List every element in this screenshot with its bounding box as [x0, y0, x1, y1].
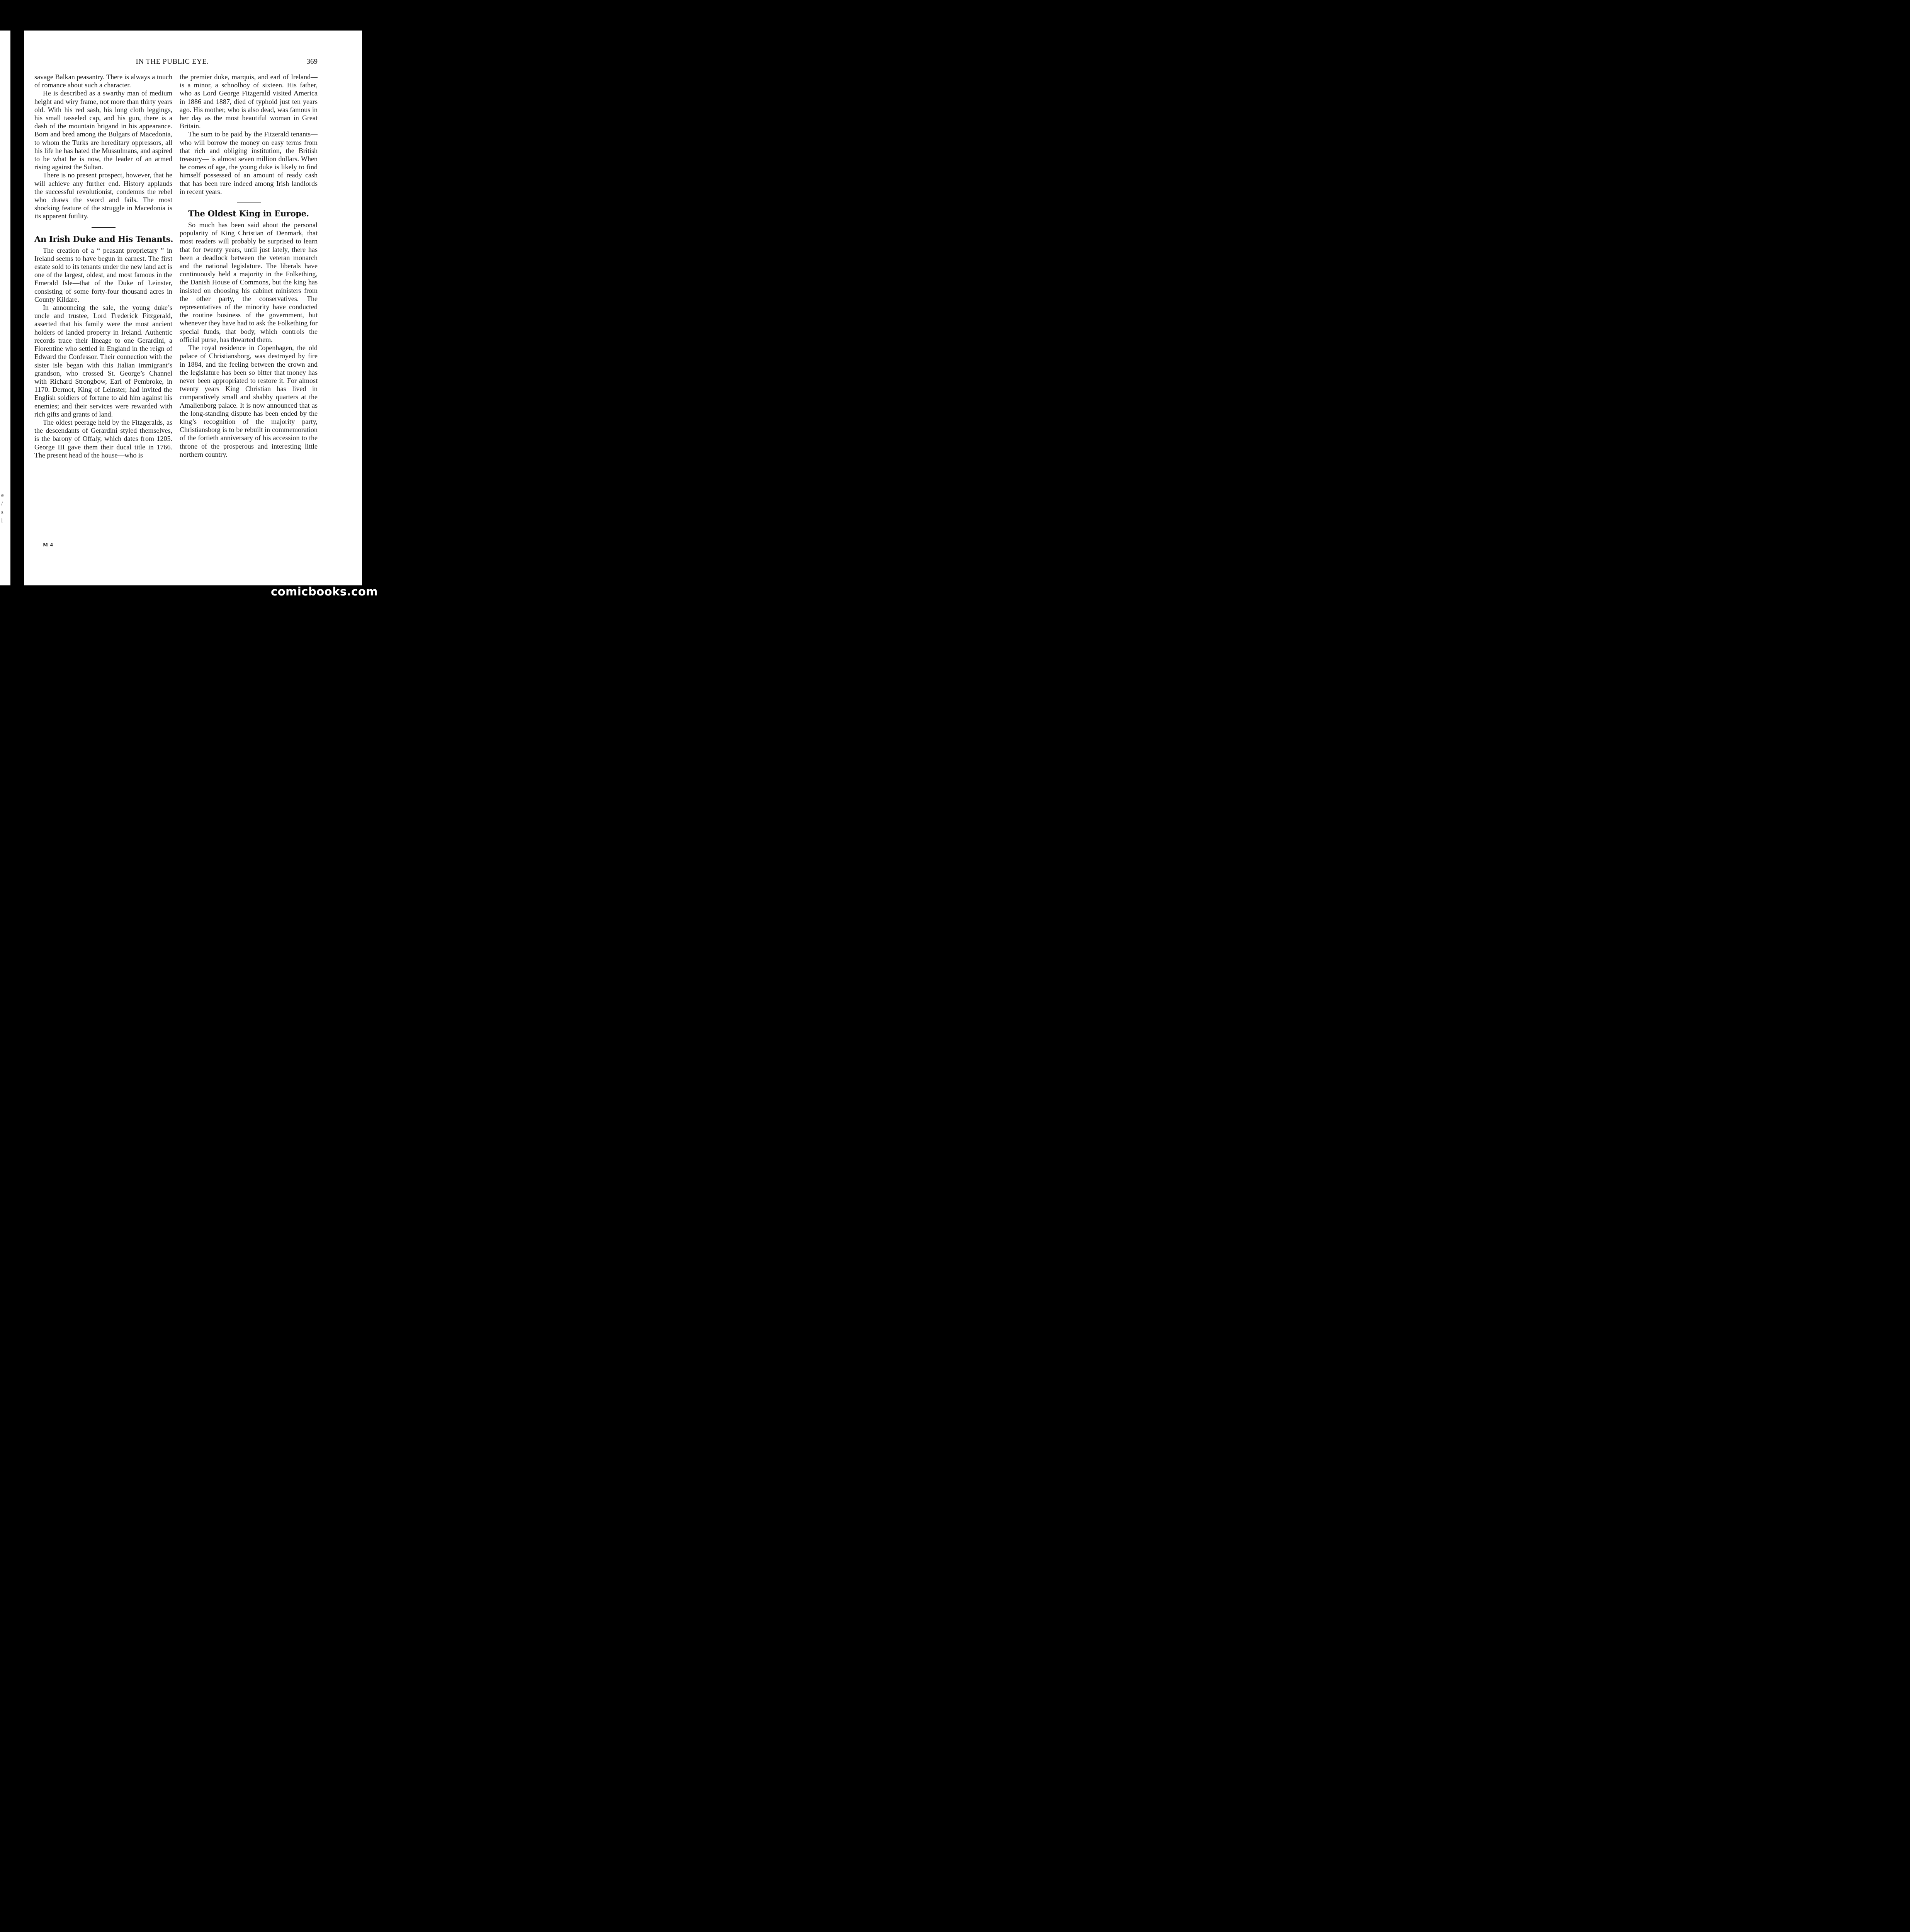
- previous-page-mark: e: [1, 492, 4, 498]
- section-divider: [92, 227, 116, 228]
- paragraph: He is described as a swarthy man of medium height and wiry frame, not more than thirty years old. With his red sash, his long cloth leggings, his small tasseled cap, and his gun, there is a dash of the mountain brigand in his appearance. Born and bred among the Bulgars of Macedonia, to whom the Turks are hereditary oppressors, all his life he has hated the Mussulmans, and aspired to be what he is now, the leader of an armed rising against the Sultan.: [34, 89, 172, 171]
- previous-page-marks: [1, 492, 6, 526]
- paragraph: There is no present prospect, however, that he will achieve any further end. History applauds the successful revolutionist, condemns the rebel who draws the sword and fails. The most shocking feature of the struggle in Macedonia is its apparent futility.: [34, 171, 172, 220]
- paragraph: The oldest peerage held by the Fitzgeralds, as the descendants of Gerardini styled themselves, is the barony of Offaly, which dates from 1205. George III gave them their ducal title in 1766. The present head of the house—who is: [34, 418, 172, 459]
- section-title: The Oldest King in Europe.: [188, 209, 309, 219]
- previous-page-mark: /: [1, 501, 3, 507]
- paragraph: In announcing the sale, the young duke’s uncle and trustee, Lord Frederick Fitzgerald, asserted that his family were the most ancient holders of landed property in Ireland. Authentic records trace their lineage to one Gerardini, a Florentine who settled in England in the reign of Edward the Confessor. Their connection with the sister isle began with this Italian immigrant’s grandson, who crossed St. George’s Channel with Richard Strongbow, Earl of Pembroke, in 1170. Dermot, King of Leinster, had invited the English soldiers of fortune to aid him against his enemies; and their services were rewarded with rich gifts and grants of land.: [34, 304, 172, 418]
- page-number: 369: [306, 58, 318, 66]
- right-column: [180, 73, 318, 459]
- paragraph: savage Balkan peasantry. There is always a touch of romance about such a character.: [34, 73, 172, 89]
- left-column: [34, 73, 172, 459]
- paragraph: So much has been said about the personal popularity of King Christian of Denmark, that most readers will probably be surprised to learn that for twenty years, until just lately, there has been a deadlock between the veteran monarch and the national legislature. The liberals have continuously held a majority in the Folkething, the Danish House of Commons, but the king has insisted on choosing his cabinet ministers from the other party, the conservatives. The representatives of the minority have conducted the routine business of the government, but whenever they have had to ask the Folkething for special funds, that body, which controls the official purse, has thwarted them.: [180, 221, 318, 344]
- paragraph: The royal residence in Copenhagen, the old palace of Christiansborg, was destroyed by fire in 1884, and the feeling between the crown and the legislature has been so bitter that money has never been appropriated to restore it. For almost twenty years King Christian has lived in comparatively small and shabby quarters at the Amalienborg palace. It is now announced that as the long-standing dispute has been ended by the king’s recognition of the majority party, Christiansborg is to be rebuilt in commemoration of the fortieth anniversary of his accession to the throne of the prosperous and interesting little northern country.: [180, 344, 318, 458]
- previous-page-mark: l: [1, 518, 3, 524]
- running-head: IN THE PUBLIC EYE.: [136, 58, 209, 66]
- magazine-page: [24, 31, 362, 585]
- section-title: An Irish Duke and His Tenants.: [34, 234, 173, 244]
- paragraph: The sum to be paid by the Fitzerald tenants—who will borrow the money on easy terms from that rich and obliging institution, the British treasury— is almost seven million dollars. When he comes of age, the young duke is likely to find himself possessed of an amount of ready cash that has been rare indeed among Irish landlords in recent years.: [180, 130, 318, 196]
- watermark: comicbooks.com: [271, 585, 378, 598]
- previous-page-edge: [0, 31, 12, 585]
- signature-mark: M 4: [43, 542, 53, 548]
- paragraph: the premier duke, marquis, and earl of Ireland—is a minor, a schoolboy of sixteen. His father, who as Lord George Fitzgerald visited America in 1886 and 1887, died of typhoid just ten years ago. His mother, who is also dead, was famous in her day as the most beautiful woman in Great Britain.: [180, 73, 318, 130]
- paragraph: The creation of a “ peasant proprietary ” in Ireland seems to have begun in earnest. The first estate sold to its tenants under the new land act is one of the largest, oldest, and most famous in the Emerald Isle—that of the Duke of Leinster, consisting of some forty-four thousand acres in County Kildare.: [34, 246, 172, 303]
- previous-page-mark: s: [1, 509, 3, 515]
